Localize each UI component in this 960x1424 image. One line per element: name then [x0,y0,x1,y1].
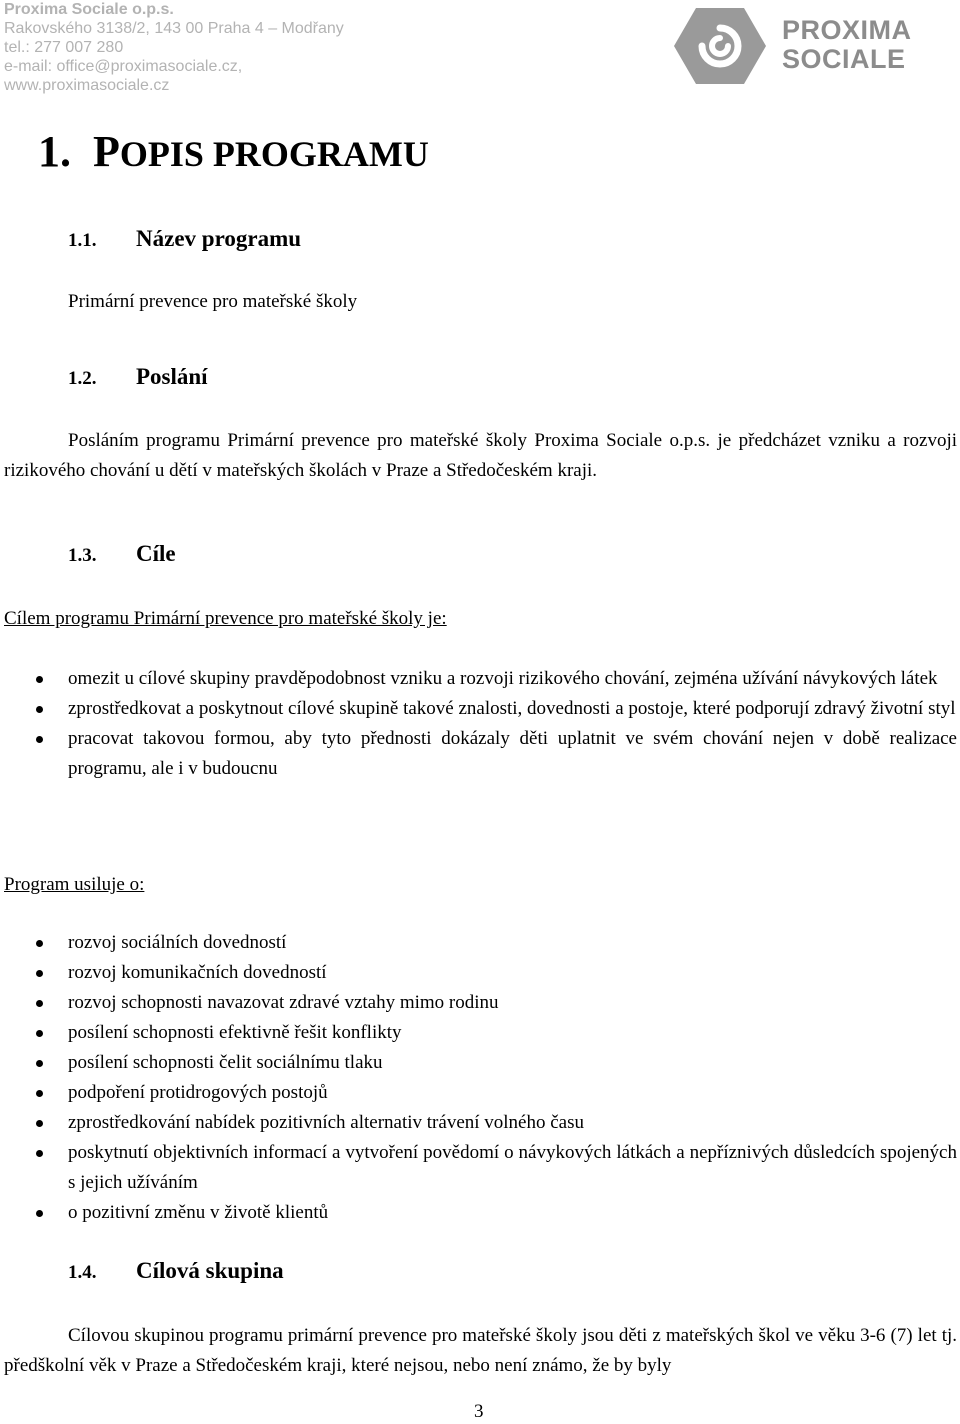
goals-list [0,664,957,784]
section-number: 1.2. [68,368,97,389]
list-item: posílení schopnosti efektivně řešit konflikty [0,1018,957,1048]
section-1-2-text: Posláním programu Primární prevence pro mateřské školy Proxima Sociale o.p.s. je předcházet vzniku a rozvoji rizikového chování u dětí v mateřských školách v Praze a Středočeském kraji. [4,430,957,481]
letterhead-address: Rakovského 3138/2, 143 00 Praha 4 – Modřany [4,20,344,37]
letterhead-web: www.proximasociale.cz [4,77,170,94]
section-heading-1-2 [68,363,208,393]
logo-line2: SOCIALE [782,44,906,74]
list-item: zprostředkování nabídek pozitivních alternativ trávení volného času [0,1108,957,1138]
list-item: o pozitivní změnu v životě klientů [0,1198,957,1228]
section-number: 1.1. [68,230,97,251]
section-1-4-text: Cílovou skupinou programu primární prevence pro mateřské školy jsou děti z mateřských škol ve věku 3-6 (7) let tj. předškolní věk v Praze a Středočeském kraji, které nejsou, nebo není známo, že by byly [4,1325,957,1376]
chapter-title-rest: OPIS PROGRAMU [119,134,429,174]
list-item: poskytnutí objektivních informací a vytvoření povědomí o návykových látkách a nepříznivých důsledcích spojených s jejich užíváním [0,1138,957,1198]
page-number: 3 [474,1401,484,1422]
letterhead-email: e-mail: office@proximasociale.cz, [4,58,243,75]
section-title: Název programu [136,226,302,251]
logo-line1: PROXIMA [782,15,912,45]
program-list [0,928,957,1228]
list-item: zprostředkovat a poskytnout cílové skupině takové znalosti, dovednosti a postoje, které podporují zdravý životní styl [0,694,957,724]
section-number: 1.3. [68,545,97,566]
section-1-1-text: Primární prevence pro mateřské školy [68,291,358,312]
list-item: podpoření protidrogových postojů [0,1078,957,1108]
section-heading-1-4 [68,1257,284,1287]
list-item: rozvoj schopnosti navazovat zdravé vztahy mimo rodinu [0,988,957,1018]
section-heading-1-1 [68,225,301,255]
letterhead-phone: tel.: 277 007 280 [4,39,124,56]
section-title: Poslání [136,364,208,389]
list-item: rozvoj komunikačních dovedností [0,958,957,988]
section-title: Cílová skupina [136,1258,284,1283]
list-item: posílení schopnosti čelit sociálnímu tlaku [0,1048,957,1078]
list-item: rozvoj sociálních dovedností [0,928,957,958]
goals-intro: Cílem programu Primární prevence pro mateřské školy je: [4,608,447,629]
letterhead [4,0,344,95]
program-intro: Program usiluje o: [4,874,145,895]
chapter-title-initial: P [93,127,120,176]
proxima-sociale-logo-icon [666,4,776,88]
logo-wordmark [782,16,912,74]
section-number: 1.4. [68,1262,97,1283]
list-item: pracovat takovou formou, aby tyto přednosti dokázaly děti uplatnit ve svém chování nejen v době realizace programu, ale i v budoucnu [0,724,957,784]
section-title: Cíle [136,541,176,566]
letterhead-org: Proxima Sociale o.p.s. [4,1,174,18]
proxima-sociale-logo [666,4,912,88]
list-item: omezit u cílové skupiny pravděpodobnost vzniku a rozvoji rizikového chování, zejména užívání návykových látek [0,664,957,694]
chapter-number: 1. [38,127,71,176]
chapter-heading [38,124,429,182]
section-heading-1-3 [68,540,176,570]
